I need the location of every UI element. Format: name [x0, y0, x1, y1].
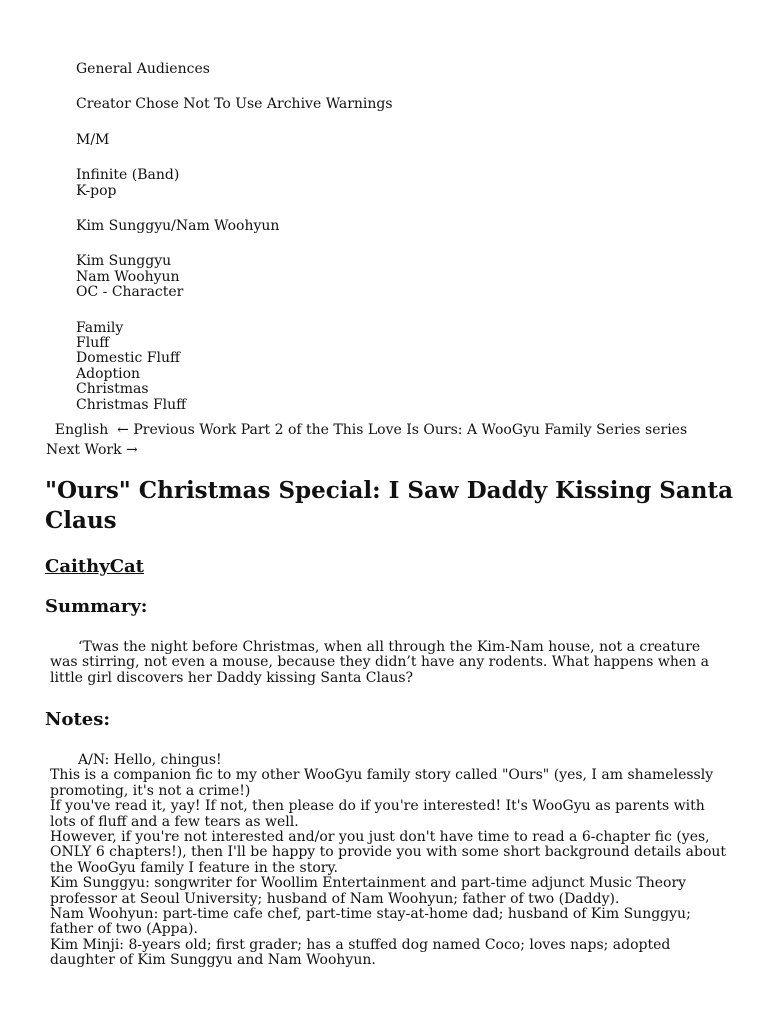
relationship-tag[interactable]: Kim Sunggyu/Nam Woohyun: [76, 218, 280, 235]
freeform-tags-group: [76, 321, 716, 413]
freeform-tag[interactable]: Fluff: [76, 335, 110, 352]
freeform-tag[interactable]: Family: [76, 319, 124, 336]
series-navigation: [46, 420, 726, 460]
notes-paragraph: Kim Sunggyu: songwriter for Woollim Entertainment and part-time adjunct Music Theory professor at Seoul University; husband of Nam Woohyun; father of two (Daddy).: [50, 875, 687, 907]
author-heading: [45, 555, 144, 579]
notes-paragraph: This is a companion fic to my other WooGyu family story called "Ours" (yes, I am shamelessly promoting, it's not a crime!): [50, 767, 714, 799]
freeform-tag[interactable]: Adoption: [76, 365, 141, 382]
warning-tag[interactable]: Creator Chose Not To Use Archive Warnings: [76, 96, 393, 113]
notes-paragraph: If you've read it, yay! If not, then please do if you're interested! It's WooGyu as parents with lots of fluff and a few tears as well.: [50, 798, 705, 830]
rating-group: [76, 62, 716, 77]
fandom-group: [76, 168, 716, 199]
notes-heading: Notes:: [45, 709, 111, 730]
notes-paragraph: A/N: Hello, chingus!: [78, 752, 222, 768]
notes-paragraph: Nam Woohyun: part-time cafe chef, part-time stay-at-home dad; husband of Kim Sunggyu; father of two (Appa).: [50, 906, 691, 938]
category-tag[interactable]: M/M: [76, 131, 110, 148]
work-title: "Ours" Christmas Special: I Saw Daddy Kissing Santa Claus: [45, 477, 734, 534]
character-tag[interactable]: Kim Sunggyu: [76, 253, 172, 270]
fandom-tag[interactable]: Infinite (Band): [76, 167, 180, 184]
warnings-group: [76, 97, 716, 112]
language-label: English: [54, 422, 109, 438]
notes-body: [50, 753, 730, 969]
previous-work-link[interactable]: ← Previous Work: [117, 422, 237, 438]
series-position[interactable]: Part 2 of the This Love Is Ours: A WooGyu Family Series series: [240, 422, 688, 438]
author-link[interactable]: CaithyCat: [45, 556, 144, 577]
freeform-tag[interactable]: Christmas: [76, 381, 149, 398]
work-metadata: [76, 62, 716, 433]
summary-text: ‘Twas the night before Christmas, when all through the Kim-Nam house, not a creature was stirring, not even a mouse, because they didn’t have any rodents. What happens when a little girl discovers her Daddy kissing Santa Claus?: [50, 639, 709, 686]
notes-paragraph: However, if you're not interested and/or you just don't have time to read a 6-chapter fic (yes, ONLY 6 chapters!), then I'll be happy to provide you with some short background details about the WooGyu family I feature in the story.: [50, 829, 727, 876]
category-group: [76, 133, 716, 148]
next-work-link[interactable]: Next Work →: [46, 442, 138, 458]
fandom-tag[interactable]: K-pop: [76, 182, 117, 199]
notes-paragraph: Kim Minji: 8-years old; first grader; has a stuffed dog named Coco; loves naps; adopted daughter of Kim Sunggyu and Nam Woohyun.: [50, 936, 671, 969]
character-tag[interactable]: Nam Woohyun: [76, 268, 180, 285]
characters-group: [76, 254, 716, 300]
freeform-tag[interactable]: Christmas Fluff: [76, 396, 187, 413]
freeform-tag[interactable]: Domestic Fluff: [76, 350, 180, 367]
summary-heading: Summary:: [45, 596, 148, 617]
relationship-group: [76, 219, 716, 234]
rating-tag[interactable]: General Audiences: [76, 61, 210, 77]
character-tag[interactable]: OC - Character: [76, 284, 184, 301]
